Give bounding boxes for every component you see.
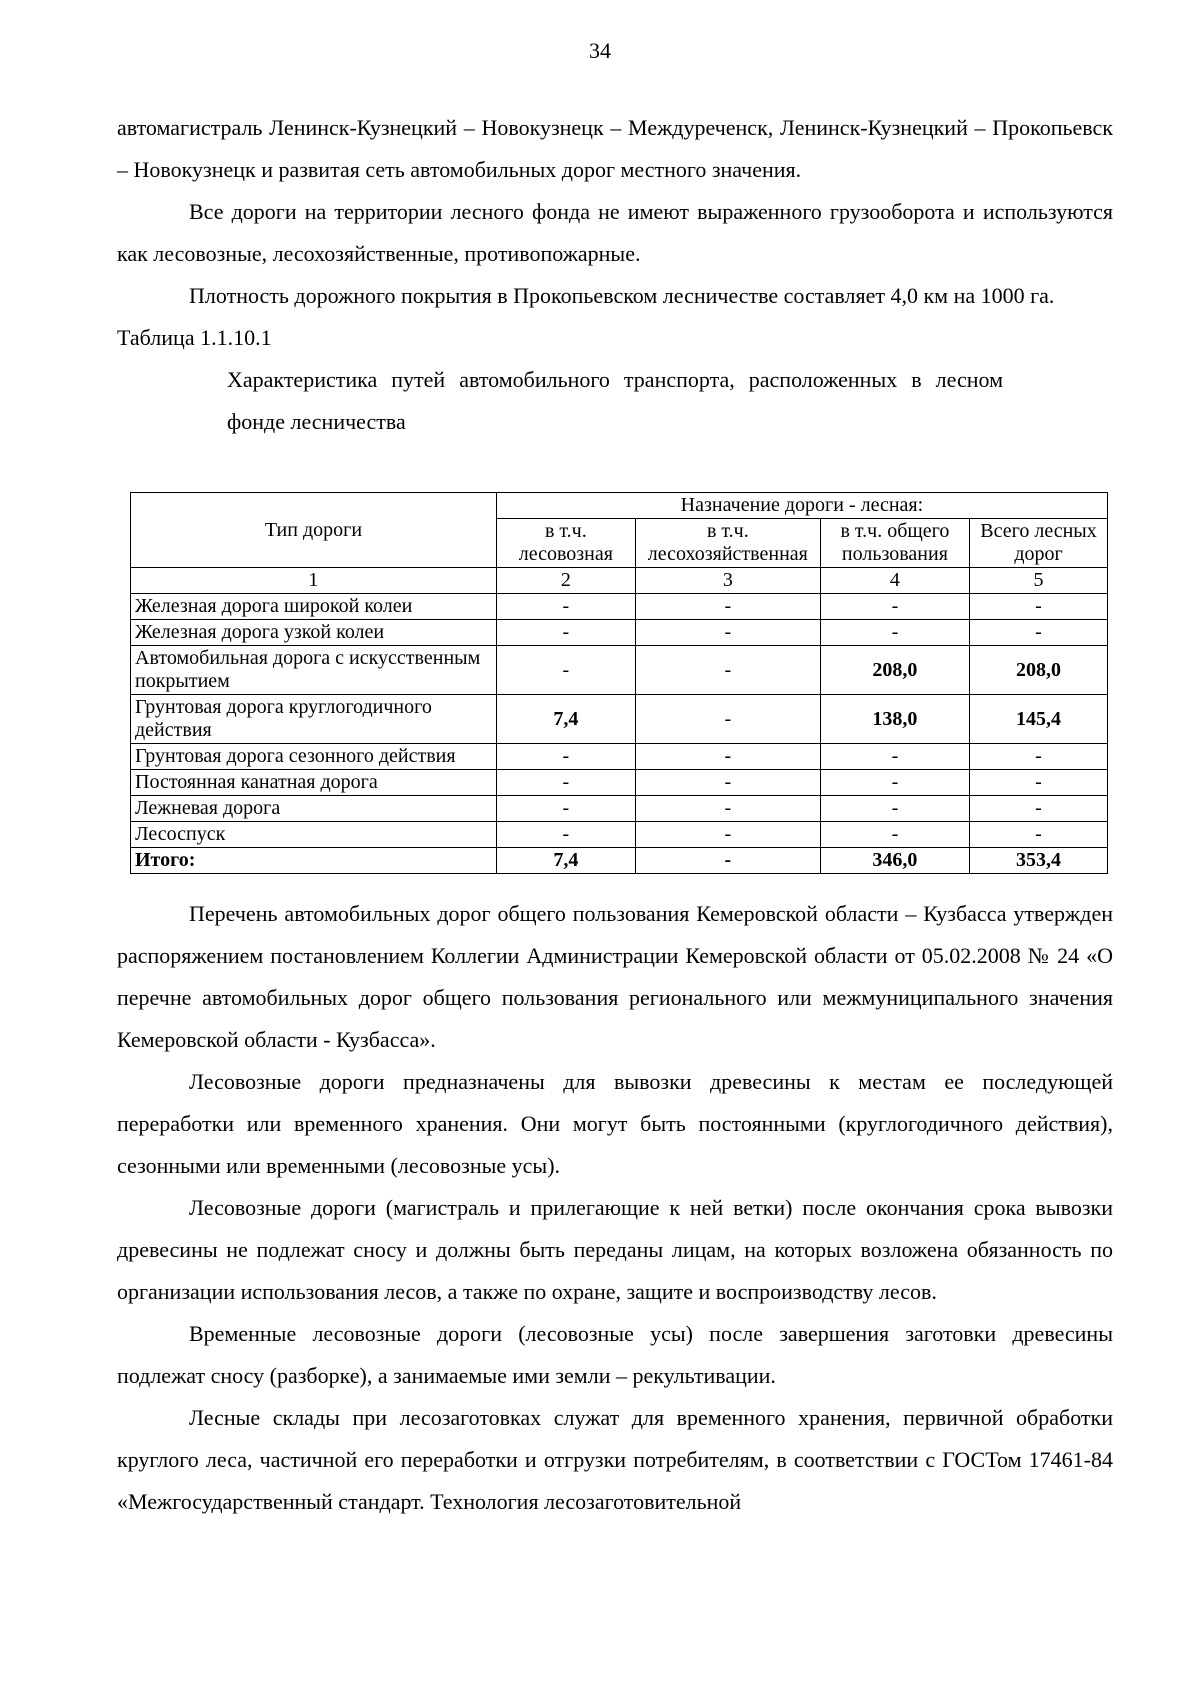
table-row	[131, 646, 1108, 695]
cell: -	[496, 594, 635, 620]
cell: 353,4	[970, 848, 1108, 874]
cell: -	[820, 594, 969, 620]
header-group: Назначение дороги - лесная:	[496, 493, 1107, 519]
cell: 138,0	[820, 695, 969, 744]
cell: -	[496, 646, 635, 695]
paragraph: Лесные склады при лесозаготовках служат для временного хранения, первичной обработки круглого леса, частичной его переработки и отгрузки потребителям, в соответствии с ГОСТом 17461-84 «Межгосударственный стандарт. Технология лесозаготовительной	[117, 1405, 1113, 1514]
cell: -	[820, 822, 969, 848]
cell: -	[970, 744, 1108, 770]
text-block-top	[117, 107, 1113, 443]
header-type: Тип дороги	[131, 493, 497, 568]
cell: -	[635, 822, 820, 848]
cell: -	[635, 646, 820, 695]
table-row	[131, 822, 1108, 848]
header-col4: в т.ч. общего пользования	[820, 519, 969, 568]
cell: -	[820, 620, 969, 646]
row-name: Лежневая дорога	[131, 796, 497, 822]
cell: -	[970, 620, 1108, 646]
column-numbers-row	[131, 568, 1108, 594]
table-number: Таблица 1.1.10.1	[117, 325, 272, 350]
paragraph: Перечень автомобильных дорог общего пользования Кемеровской области – Кузбасса утвержден распоряжением постановлением Коллегии Администрации Кемеровской области от 05.02.2008 № 24 «О перечне автомобильных дорог общего пользования регионального или межмуниципального значения Кемеровской области - Кузбасса».	[117, 901, 1113, 1052]
text-block-bottom	[117, 893, 1113, 1523]
cell: -	[970, 594, 1108, 620]
cell: -	[635, 594, 820, 620]
roads-table	[130, 492, 1108, 874]
cell: -	[496, 822, 635, 848]
table-row	[131, 695, 1108, 744]
cell: 208,0	[820, 646, 969, 695]
cell: -	[970, 770, 1108, 796]
paragraph: автомагистраль Ленинск-Кузнецкий – Новокузнецк – Междуреченск, Ленинск-Кузнецкий – Прокопьевск – Новокузнецк и развитая сеть автомобильных дорог местного значения.	[117, 115, 1113, 182]
header-col2: в т.ч. лесовозная	[496, 519, 635, 568]
table-row	[131, 744, 1108, 770]
cell: 208,0	[970, 646, 1108, 695]
cell: -	[635, 695, 820, 744]
paragraph: Все дороги на территории лесного фонда не имеют выраженного грузооборота и используются как лесовозные, лесохозяйственные, противопожарные.	[117, 199, 1113, 266]
cell: -	[970, 822, 1108, 848]
cell: -	[820, 744, 969, 770]
column-number: 2	[496, 568, 635, 594]
row-name: Лесоспуск	[131, 822, 497, 848]
table-title: Характеристика путей автомобильного транспорта, расположенных в лесном фонде лесничества	[227, 367, 1003, 434]
table-row	[131, 796, 1108, 822]
column-number: 3	[635, 568, 820, 594]
cell: 346,0	[820, 848, 969, 874]
cell: -	[970, 796, 1108, 822]
table-row	[131, 594, 1108, 620]
cell: 7,4	[496, 695, 635, 744]
paragraph: Временные лесовозные дороги (лесовозные усы) после завершения заготовки древесины подлежат сносу (разборке), а занимаемые ими земли – рекультивации.	[117, 1321, 1113, 1388]
row-name: Железная дорога узкой колеи	[131, 620, 497, 646]
row-name: Грунтовая дорога круглогодичного действия	[131, 695, 497, 744]
cell: -	[496, 770, 635, 796]
cell: 7,4	[496, 848, 635, 874]
cell: -	[820, 796, 969, 822]
page-number: 34	[589, 38, 611, 63]
paragraph: Плотность дорожного покрытия в Прокопьевском лесничестве составляет 4,0 км на 1000 га.	[189, 283, 1055, 308]
cell: -	[635, 848, 820, 874]
table-total-row	[131, 848, 1108, 874]
cell: -	[496, 796, 635, 822]
row-name: Постоянная канатная дорога	[131, 770, 497, 796]
header-col5: Всего лесных дорог	[970, 519, 1108, 568]
column-number: 5	[970, 568, 1108, 594]
table-header-row	[131, 493, 1108, 519]
paragraph: Лесовозные дороги (магистраль и прилегающие к ней ветки) после окончания срока вывозки древесины не подлежат сносу и должны быть переданы лицам, на которых возложена обязанность по организации использования лесов, а также по охране, защите и воспроизводству лесов.	[117, 1195, 1113, 1304]
column-number: 1	[131, 568, 497, 594]
cell: -	[635, 620, 820, 646]
cell: 145,4	[970, 695, 1108, 744]
column-number: 4	[820, 568, 969, 594]
cell: -	[496, 744, 635, 770]
table-row	[131, 770, 1108, 796]
paragraph: Лесовозные дороги предназначены для вывозки древесины к местам ее последующей переработки или временного хранения. Они могут быть постоянными (круглогодичного действия), сезонными или временными (лесовозные усы).	[117, 1069, 1113, 1178]
cell: -	[820, 770, 969, 796]
row-name: Автомобильная дорога с искусственным покрытием	[131, 646, 497, 695]
row-name: Итого:	[131, 848, 497, 874]
cell: -	[635, 796, 820, 822]
header-col3: в т.ч. лесохозяйственная	[635, 519, 820, 568]
cell: -	[635, 744, 820, 770]
row-name: Железная дорога широкой колеи	[131, 594, 497, 620]
cell: -	[635, 770, 820, 796]
row-name: Грунтовая дорога сезонного действия	[131, 744, 497, 770]
cell: -	[496, 620, 635, 646]
table-row	[131, 620, 1108, 646]
